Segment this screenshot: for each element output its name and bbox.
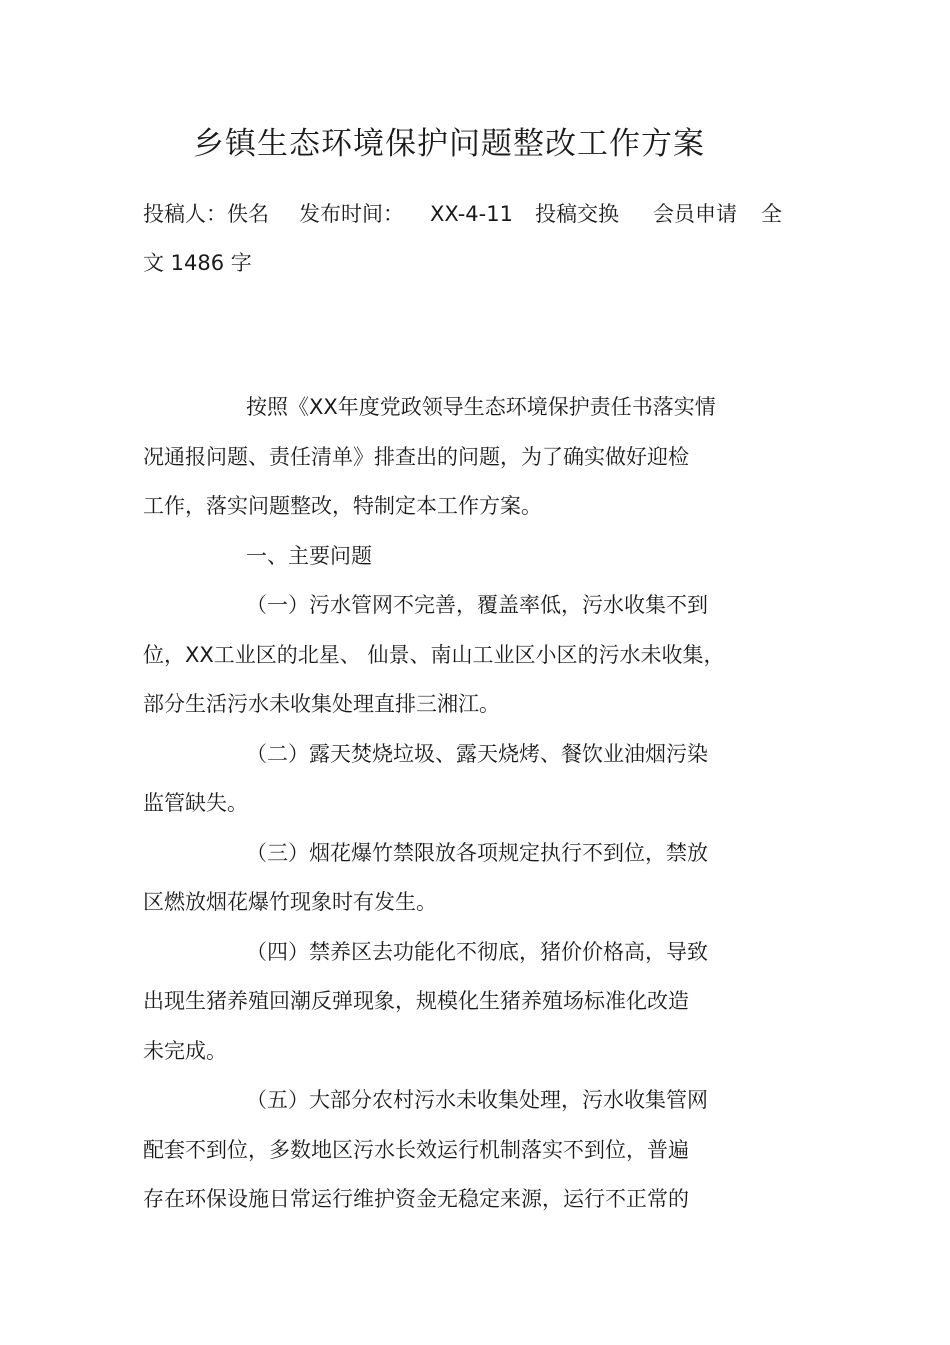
paragraph-line: 配套不到位，多数地区污水长效运行机制落实不到位，普遍 xyxy=(143,1137,689,1162)
publish-label: 发布时间： xyxy=(299,202,404,226)
fulltext-prefix: 全 xyxy=(760,202,782,226)
paragraph-line: 位，XX工业区的北星、 仙景、南山工业区小区的污水未收集， xyxy=(143,642,725,667)
article-meta xyxy=(143,190,823,288)
paragraph-line: （二）露天焚烧垃圾、露天烧烤、餐饮业油烟污染 xyxy=(246,741,708,766)
paragraph-line: 未完成。 xyxy=(143,1038,227,1063)
word-count: 文 1486 字 xyxy=(143,251,252,275)
paragraph-line: 部分生活污水未收集处理直排三湘江。 xyxy=(143,692,500,716)
section-heading: 一、主要问题 xyxy=(246,543,372,568)
document-body xyxy=(143,383,783,1225)
member-link[interactable]: 会员申请 xyxy=(652,202,737,226)
author-label: 投稿人：佚名 xyxy=(143,202,269,226)
publish-date: XX-4-11 xyxy=(430,202,513,226)
paragraph-line: 区燃放烟花爆竹现象时有发生。 xyxy=(143,890,437,914)
paragraph-line: （五）大部分农村污水未收集处理，污水收集管网 xyxy=(246,1088,708,1112)
paragraph-line: （三）烟花爆竹禁限放各项规定执行不到位，禁放 xyxy=(246,840,708,865)
paragraph-line: 存在环保设施日常运行维护资金无稳定来源，运行不正常的 xyxy=(143,1187,689,1211)
meta-line-2 xyxy=(143,239,823,288)
paragraph-line: 按照《XX年度党政领导生态环境保护责任书落实情 xyxy=(246,395,716,419)
paragraph-line: （一）污水管网不完善，覆盖率低，污水收集不到 xyxy=(246,593,708,617)
paragraph-line: 工作，落实问题整改，特制定本工作方案。 xyxy=(143,494,542,518)
paragraph-line: 监管缺失。 xyxy=(143,791,248,815)
paragraph-line: 况通报问题、责任清单》排查出的问题，为了确实做好迎检 xyxy=(143,444,689,469)
submit-link[interactable]: 投稿交换 xyxy=(534,202,619,226)
paragraph-line: 出现生猪养殖回潮反弹现象，规模化生猪养殖场标准化改造 xyxy=(143,989,689,1013)
document-title: 乡镇生态环境保护问题整改工作方案 xyxy=(193,126,705,162)
paragraph-line: （四）禁养区去功能化不彻底，猪价价格高，导致 xyxy=(246,939,708,964)
meta-line-1 xyxy=(143,190,823,239)
